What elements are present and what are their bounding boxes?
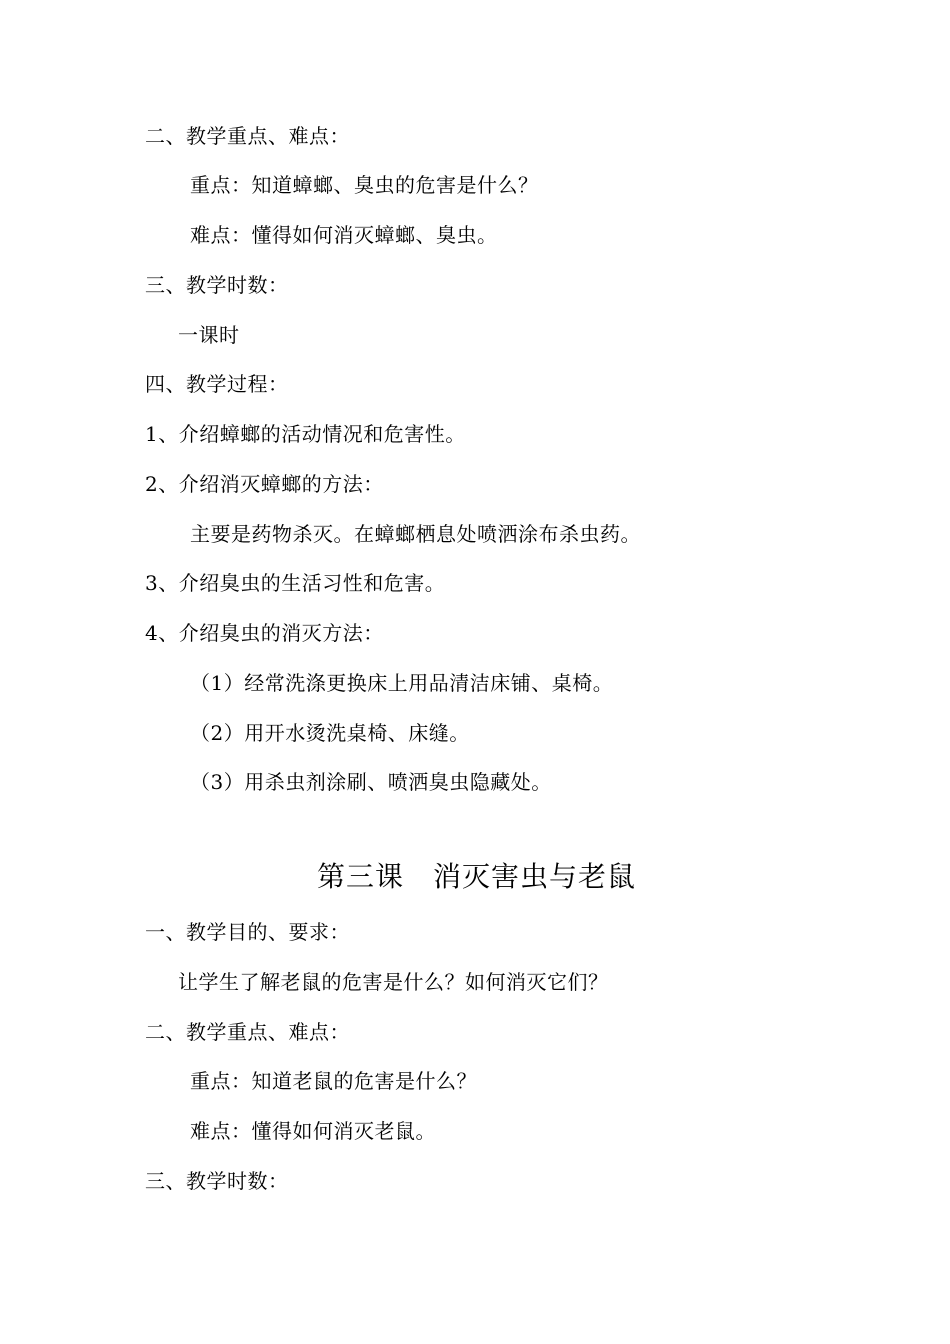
lesson3-key-point-text: 重点：知道老鼠的危害是什么？ [190, 1069, 477, 1093]
lesson3-section-heading-key-points: 二、教学重点、难点： [145, 1020, 350, 1044]
lesson3-goals-text: 让学生了解老鼠的危害是什么？如何消灭它们？ [178, 970, 609, 994]
lesson-title: 第三课 消灭害虫与老鼠 [317, 860, 637, 893]
process-step-4-item-2: （2）用开水烫洗桌椅、床缝。 [190, 721, 470, 745]
section-heading-process: 四、教学过程： [145, 372, 289, 396]
key-point-text: 重点：知道蟑螂、臭虫的危害是什么？ [190, 173, 539, 197]
lesson3-section-heading-hours: 三、教学时数： [145, 1169, 289, 1193]
process-step-4: 4、介绍臭虫的消灭方法： [145, 621, 384, 645]
process-step-4-item-3: （3）用杀虫剂涂刷、喷洒臭虫隐藏处。 [190, 770, 552, 794]
process-step-1: 1、介绍蟑螂的活动情况和危害性。 [145, 422, 466, 446]
process-step-3: 3、介绍臭虫的生活习性和危害。 [145, 571, 446, 595]
process-step-2: 2、介绍消灭蟑螂的方法： [145, 472, 384, 496]
section-heading-key-points: 二、教学重点、难点： [145, 124, 350, 148]
difficult-point-text: 难点：懂得如何消灭蟑螂、臭虫。 [190, 223, 498, 247]
lesson3-section-heading-goals: 一、教学目的、要求： [145, 920, 350, 944]
section-heading-hours: 三、教学时数： [145, 273, 289, 297]
process-step-2-detail: 主要是药物杀灭。在蟑螂栖息处喷洒涂布杀虫药。 [190, 522, 641, 546]
hours-text: 一课时 [178, 323, 240, 347]
process-step-4-item-1: （1）经常洗涤更换床上用品清洁床铺、桌椅。 [190, 671, 614, 695]
lesson3-difficult-point-text: 难点：懂得如何消灭老鼠。 [190, 1119, 436, 1143]
